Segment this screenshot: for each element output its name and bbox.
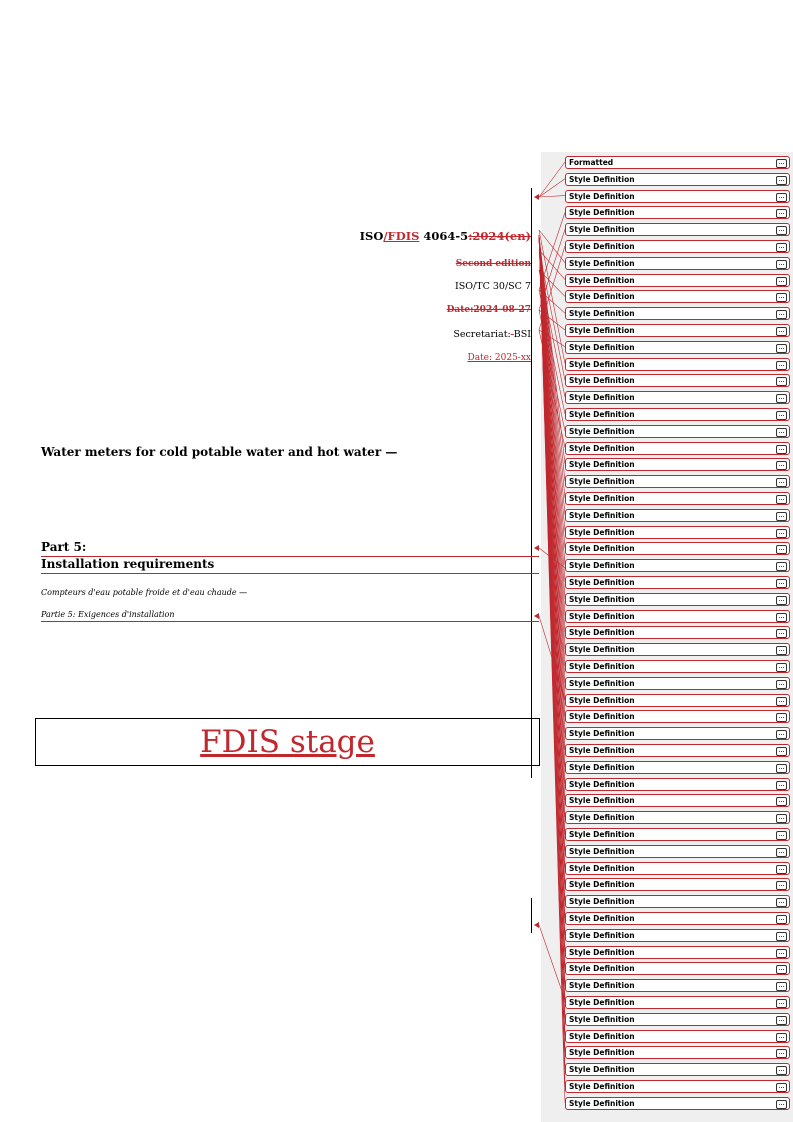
balloon-label: Style Definition	[569, 746, 635, 755]
balloon-label: Style Definition	[569, 527, 635, 537]
balloon-label: Style Definition	[569, 779, 635, 789]
balloon-label: Style Definition	[569, 712, 635, 722]
expand-button[interactable]: ...	[776, 781, 787, 790]
leader-line	[539, 196, 565, 197]
expand-button[interactable]: ...	[776, 730, 787, 739]
balloon-label: Style Definition	[569, 1014, 635, 1024]
expand-button[interactable]: ...	[776, 512, 787, 521]
balloon-style-definition[interactable]	[565, 341, 790, 354]
expand-button[interactable]: ...	[776, 361, 787, 370]
balloon-label: Style Definition	[569, 410, 635, 419]
balloon-label: Style Definition	[569, 477, 635, 487]
balloon-label: Style Definition	[569, 981, 635, 991]
expand-button[interactable]: ...	[776, 529, 787, 538]
balloon-label: Style Definition	[569, 1031, 635, 1041]
balloon-label: Style Definition	[569, 326, 635, 335]
expand-button[interactable]: ...	[776, 445, 787, 454]
balloon-label: Style Definition	[569, 914, 635, 923]
anchor-arrow	[534, 922, 539, 928]
balloon-label: Style Definition	[569, 1082, 635, 1091]
balloon-style-definition[interactable]	[565, 626, 790, 639]
expand-button[interactable]: ...	[776, 848, 787, 857]
expand-button[interactable]: ...	[776, 344, 787, 353]
balloon-style-definition[interactable]	[565, 811, 790, 824]
expand-button[interactable]: ...	[776, 394, 787, 403]
expand-button[interactable]: ...	[776, 1049, 787, 1058]
expand-button[interactable]: ...	[776, 461, 787, 470]
balloon-style-definition[interactable]	[565, 744, 790, 757]
balloon-style-definition[interactable]	[565, 593, 790, 606]
document-number: ISO/FDIS 4064-5:2024(en)	[359, 229, 531, 243]
expand-button[interactable]: ...	[776, 1033, 787, 1042]
balloon-style-definition[interactable]	[565, 895, 790, 908]
balloon-style-definition[interactable]	[565, 240, 790, 253]
balloon-label: Style Definition	[569, 645, 635, 655]
balloon-label: Style Definition	[569, 695, 635, 705]
balloon-style-definition[interactable]	[565, 173, 790, 186]
balloon-style-definition[interactable]	[565, 425, 790, 438]
balloon-label: Style Definition	[569, 813, 635, 823]
balloon-label: Style Definition	[569, 258, 635, 268]
balloon-style-definition[interactable]	[565, 828, 790, 841]
expand-button[interactable]: ...	[776, 932, 787, 941]
part-title: Installation requirements	[41, 557, 215, 571]
french-part-title: Partie 5: Exigences d'installation	[41, 610, 175, 619]
expand-button[interactable]: ...	[776, 898, 787, 907]
expand-button[interactable]: ...	[776, 1083, 787, 1092]
leader-line	[539, 230, 565, 263]
balloon-label: Style Definition	[569, 561, 635, 571]
expand-button[interactable]: ...	[776, 478, 787, 487]
balloon-style-definition[interactable]	[565, 677, 790, 690]
balloon-label: Style Definition	[569, 443, 635, 453]
balloon-style-definition[interactable]	[565, 492, 790, 505]
balloon-style-definition[interactable]	[565, 778, 790, 791]
expand-button[interactable]: ...	[776, 596, 787, 605]
balloon-style-definition[interactable]	[565, 912, 790, 925]
balloon-label: Style Definition	[569, 678, 635, 688]
expand-button[interactable]: ...	[776, 243, 787, 252]
expand-button[interactable]: ...	[776, 1100, 787, 1109]
expand-button[interactable]: ...	[776, 1066, 787, 1075]
balloon-style-definition[interactable]	[565, 794, 790, 807]
leader-line	[539, 162, 565, 197]
expand-button[interactable]: ...	[776, 865, 787, 874]
balloon-label: Style Definition	[569, 729, 635, 739]
balloon-label: Style Definition	[569, 897, 635, 907]
french-title: Compteurs d'eau potable froide et d'eau chaude —	[41, 588, 248, 597]
balloon-style-definition[interactable]	[565, 374, 790, 387]
expand-button[interactable]: ...	[776, 663, 787, 672]
expand-button[interactable]: ...	[776, 377, 787, 386]
balloon-label: Style Definition	[569, 662, 635, 671]
balloon-style-definition[interactable]	[565, 290, 790, 303]
balloon-style-definition[interactable]	[565, 442, 790, 455]
expand-button[interactable]: ...	[776, 999, 787, 1008]
old-date-deleted: Date:2024-08-27	[446, 305, 531, 315]
expand-button[interactable]: ...	[776, 176, 787, 185]
expand-button[interactable]: ...	[776, 680, 787, 689]
balloon-style-definition[interactable]	[565, 509, 790, 522]
balloon-style-definition[interactable]	[565, 576, 790, 589]
balloon-label: Style Definition	[569, 863, 635, 873]
balloon-style-definition[interactable]	[565, 559, 790, 572]
expand-button[interactable]: ...	[776, 260, 787, 269]
expand-button[interactable]: ...	[776, 982, 787, 991]
balloon-label: Style Definition	[569, 544, 635, 554]
balloon-style-definition[interactable]	[565, 996, 790, 1009]
expand-button[interactable]: ...	[776, 629, 787, 638]
balloon-style-definition[interactable]	[565, 257, 790, 270]
stage-label: FDIS stage	[200, 724, 375, 760]
balloon-style-definition[interactable]	[565, 878, 790, 891]
balloon-label: Style Definition	[569, 628, 635, 638]
balloon-style-definition[interactable]	[565, 358, 790, 371]
secretariat: Secretariat: BSI	[453, 329, 531, 340]
leader-line	[539, 179, 565, 197]
expand-button[interactable]: ...	[776, 411, 787, 420]
balloon-label: Style Definition	[569, 225, 635, 235]
expand-button[interactable]: ...	[776, 310, 787, 319]
committee: ISO/TC 30/SC 7	[454, 281, 531, 292]
balloon-label: Style Definition	[569, 594, 635, 604]
expand-button[interactable]: ...	[776, 697, 787, 706]
balloon-style-definition[interactable]	[565, 391, 790, 404]
expand-button[interactable]: ...	[776, 747, 787, 756]
expand-button[interactable]: ...	[776, 814, 787, 823]
balloon-label: Style Definition	[569, 460, 635, 470]
balloon-style-definition[interactable]	[565, 1080, 790, 1093]
balloon-label: Style Definition	[569, 964, 635, 974]
expand-button[interactable]: ...	[776, 495, 787, 504]
balloon-style-definition[interactable]	[565, 223, 790, 236]
balloon-label: Style Definition	[569, 393, 635, 403]
edition-deleted: Second edition	[455, 259, 531, 269]
balloon-style-definition[interactable]	[565, 929, 790, 942]
new-date-inserted: Date: 2025-xx	[467, 353, 531, 363]
balloon-label: Style Definition	[569, 191, 635, 201]
balloon-label: Style Definition	[569, 309, 635, 319]
expand-button[interactable]: ...	[776, 579, 787, 588]
expand-button[interactable]: ...	[776, 646, 787, 655]
balloon-style-definition[interactable]	[565, 761, 790, 774]
expand-button[interactable]: ...	[776, 764, 787, 773]
anchor-arrow	[534, 613, 539, 619]
balloon-style-definition[interactable]	[565, 1063, 790, 1076]
balloon-label: Style Definition	[569, 578, 635, 587]
balloon-label: Style Definition	[569, 359, 635, 369]
expand-button[interactable]: ...	[776, 428, 787, 437]
balloon-style-definition[interactable]	[565, 206, 790, 219]
balloon-label: Style Definition	[569, 426, 635, 436]
balloon-style-definition[interactable]	[565, 274, 790, 287]
balloon-style-definition[interactable]	[565, 979, 790, 992]
balloon-style-definition[interactable]	[565, 408, 790, 421]
expand-button[interactable]: ...	[776, 545, 787, 554]
balloon-style-definition[interactable]	[565, 190, 790, 203]
balloon-label: Style Definition	[569, 930, 635, 940]
expand-button[interactable]: ...	[776, 1016, 787, 1025]
expand-button[interactable]: ...	[776, 949, 787, 958]
balloon-label: Formatted	[569, 158, 614, 167]
balloon-style-definition[interactable]	[565, 862, 790, 875]
balloon-label: Style Definition	[569, 880, 635, 890]
balloon-style-definition[interactable]	[565, 710, 790, 723]
balloon-style-definition[interactable]	[565, 610, 790, 623]
balloon-style-definition[interactable]	[565, 946, 790, 959]
anchor-arrow	[534, 545, 539, 551]
balloon-style-definition[interactable]	[565, 542, 790, 555]
balloon-style-definition[interactable]	[565, 845, 790, 858]
balloon-label: Style Definition	[569, 242, 635, 251]
main-title: Water meters for cold potable water and hot water —	[41, 445, 398, 459]
balloon-label: Style Definition	[569, 174, 635, 184]
balloon-label: Style Definition	[569, 1098, 635, 1108]
expand-button[interactable]: ...	[776, 915, 787, 924]
balloon-style-definition[interactable]	[565, 962, 790, 975]
expand-button[interactable]: ...	[776, 562, 787, 571]
balloon-style-definition[interactable]	[565, 1013, 790, 1026]
balloon-style-definition[interactable]	[565, 1046, 790, 1059]
expand-button[interactable]: ...	[776, 159, 787, 168]
inserted-text: /FDIS	[383, 229, 420, 243]
expand-button[interactable]: ...	[776, 193, 787, 202]
expand-button[interactable]: ...	[776, 713, 787, 722]
balloon-label: Style Definition	[569, 611, 635, 621]
balloon-style-definition[interactable]	[565, 307, 790, 320]
expand-button[interactable]: ...	[776, 613, 787, 622]
balloon-style-definition[interactable]	[565, 475, 790, 488]
balloon-label: Style Definition	[569, 762, 635, 772]
expand-button[interactable]: ...	[776, 831, 787, 840]
expand-button[interactable]: ...	[776, 965, 787, 974]
balloon-label: Style Definition	[569, 292, 635, 302]
balloon-style-definition[interactable]	[565, 458, 790, 471]
expand-button[interactable]: ...	[776, 797, 787, 806]
balloon-style-definition[interactable]	[565, 694, 790, 707]
balloon-label: Style Definition	[569, 1065, 635, 1075]
balloon-style-definition[interactable]	[565, 727, 790, 740]
part-number: Part 5:	[41, 540, 87, 554]
balloon-label: Style Definition	[569, 275, 635, 285]
expand-button[interactable]: ...	[776, 226, 787, 235]
expand-button[interactable]: ...	[776, 293, 787, 302]
expand-button[interactable]: ...	[776, 277, 787, 286]
balloon-label: Style Definition	[569, 998, 635, 1007]
balloon-label: Style Definition	[569, 494, 635, 503]
balloon-label: Style Definition	[569, 376, 635, 386]
balloon-style-definition[interactable]	[565, 1030, 790, 1043]
expand-button[interactable]: ...	[776, 327, 787, 336]
balloon-label: Style Definition	[569, 947, 635, 957]
expand-button[interactable]: ...	[776, 209, 787, 218]
balloon-label: Style Definition	[569, 342, 635, 352]
balloon-style-definition[interactable]	[565, 1097, 790, 1110]
balloon-style-definition[interactable]	[565, 526, 790, 539]
balloon-formatted[interactable]	[565, 156, 790, 169]
balloon-label: Style Definition	[569, 1048, 635, 1058]
balloon-label: Style Definition	[569, 846, 635, 856]
balloon-label: Style Definition	[569, 208, 635, 218]
balloon-label: Style Definition	[569, 510, 635, 520]
balloon-style-definition[interactable]	[565, 324, 790, 337]
balloon-label: Style Definition	[569, 830, 635, 839]
balloon-style-definition[interactable]	[565, 660, 790, 673]
deleted-text: :2024(en)	[468, 229, 531, 243]
anchor-arrow	[534, 194, 539, 200]
balloon-style-definition[interactable]	[565, 643, 790, 656]
expand-button[interactable]: ...	[776, 881, 787, 890]
balloon-label: Style Definition	[569, 796, 635, 806]
